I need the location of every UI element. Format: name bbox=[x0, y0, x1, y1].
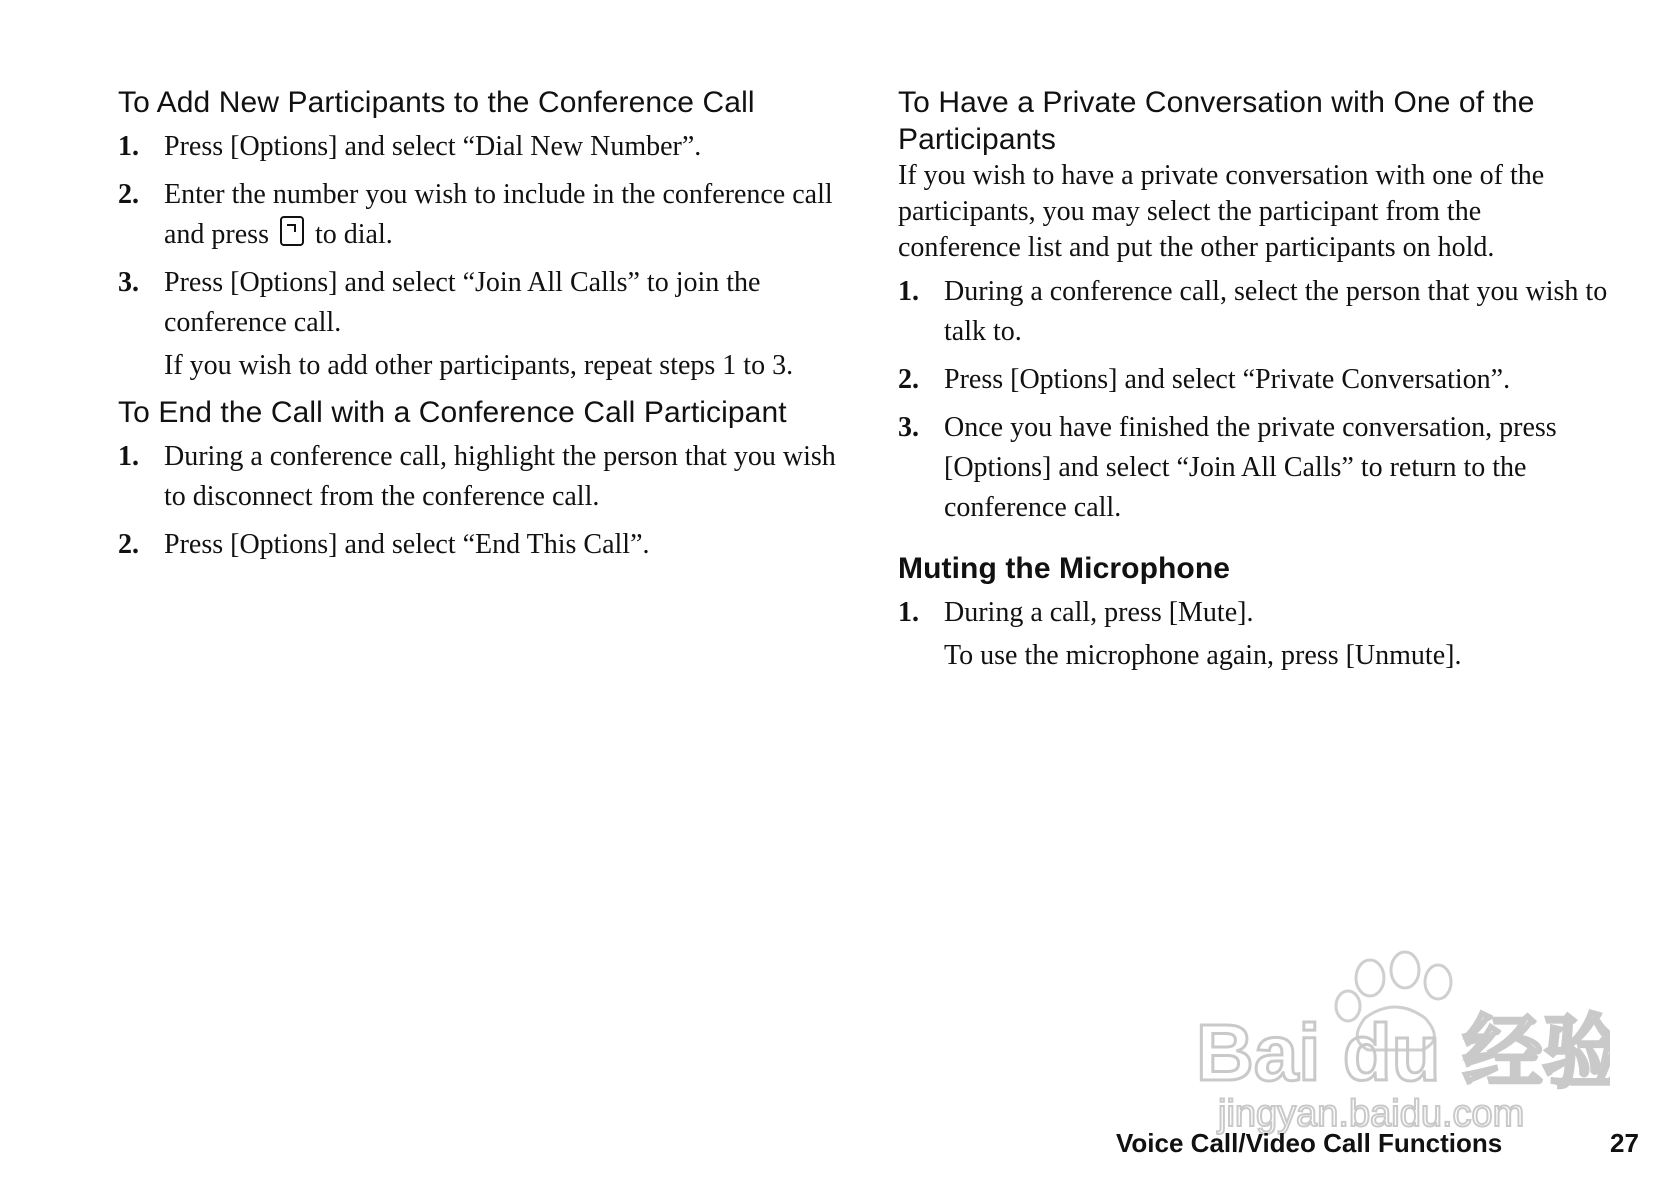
section-heading-muting: Muting the Microphone bbox=[898, 552, 1231, 585]
step-item bbox=[118, 127, 838, 167]
step-number: 2. bbox=[898, 364, 919, 395]
step-note: If you wish to add other participants, repeat steps 1 to 3. bbox=[164, 350, 794, 381]
step-text: Press [Options] and select “Private Conversation”. bbox=[944, 364, 1511, 395]
step-item bbox=[118, 263, 838, 343]
step-text: During a call, press [Mute]. bbox=[944, 597, 1254, 628]
step-item bbox=[118, 175, 838, 255]
step-text-suffix: to dial. bbox=[314, 219, 393, 250]
step-text: Press [Options] and select “End This Call”. bbox=[164, 529, 650, 560]
step-item bbox=[898, 272, 1608, 352]
step-item bbox=[898, 593, 1608, 633]
step-text: Press [Options] and select “Dial New Number”. bbox=[164, 131, 702, 162]
step-number: 1. bbox=[118, 441, 139, 472]
watermark-url: jingyan.baidu.com bbox=[1218, 1093, 1525, 1135]
step-text: During a conference call, select the person that you wish to talk to. bbox=[944, 276, 1608, 347]
send-key-icon bbox=[280, 216, 304, 246]
step-text: Press [Options] and select “Join All Calls” to join the conference call. bbox=[164, 267, 761, 338]
step-number: 2. bbox=[118, 529, 139, 560]
step-number: 2. bbox=[118, 179, 139, 210]
watermark-brand: Bai du 经验 bbox=[1196, 1008, 1610, 1097]
footer-title: Voice Call/Video Call Functions bbox=[1116, 1128, 1503, 1158]
step-number: 1. bbox=[898, 597, 919, 628]
step-item bbox=[898, 360, 1608, 400]
step-item bbox=[118, 437, 838, 517]
section-intro: If you wish to have a private conversation with one of the participants, you may select the participant from the conference list and put the other participants on hold. bbox=[898, 160, 1545, 263]
section-heading-end-call: To End the Call with a Conference Call Participant bbox=[118, 396, 787, 429]
step-item bbox=[118, 525, 838, 565]
left-column bbox=[118, 84, 838, 573]
section-heading-add-participants: To Add New Participants to the Conference Call bbox=[118, 86, 755, 119]
step-text: During a conference call, highlight the person that you wish to disconnect from the conference call. bbox=[164, 441, 836, 512]
baidu-watermark-logo bbox=[1190, 948, 1610, 1138]
section-heading-private-conversation: To Have a Private Conversation with One of the Participants bbox=[898, 86, 1535, 156]
step-item bbox=[898, 408, 1608, 528]
step-number: 3. bbox=[898, 412, 919, 443]
step-number: 3. bbox=[118, 267, 139, 298]
right-column bbox=[898, 84, 1608, 684]
step-text: Once you have finished the private conversation, press [Options] and select “Join All Calls” to return to the conference call. bbox=[944, 412, 1557, 523]
page-number: 27 bbox=[1610, 1128, 1639, 1158]
step-text: Enter the number you wish to include in the conference call and press bbox=[164, 179, 833, 250]
step-number: 1. bbox=[898, 276, 919, 307]
step-note: To use the microphone again, press [Unmute]. bbox=[944, 640, 1462, 671]
step-number: 1. bbox=[118, 131, 139, 162]
